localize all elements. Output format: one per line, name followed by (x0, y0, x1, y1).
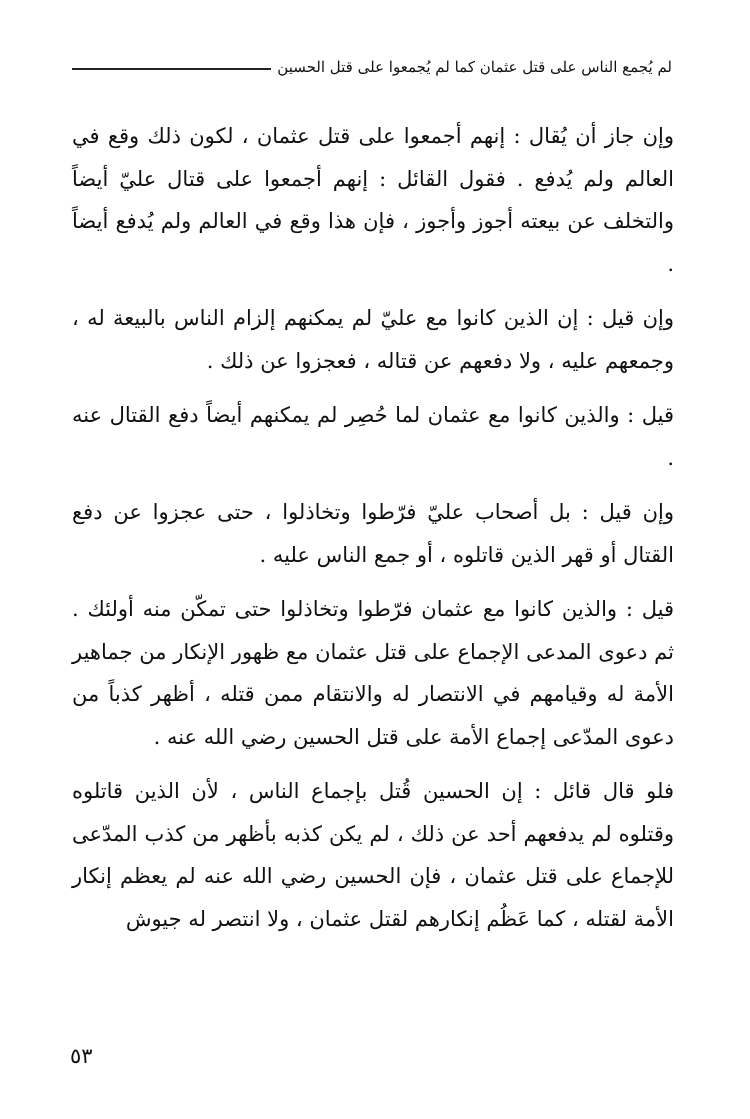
paragraph-2: وإن قيل : إن الذين كانوا مع عليّ لم يمكنهم إلزام الناس بالبيعة له ، وجمعهم عليه ، ولا دفعهم عن قتاله ، فعجزوا عن ذلك . (72, 306, 674, 373)
running-header (72, 56, 672, 78)
running-title: لم يُجمع الناس على قتل عثمان كما لم يُجمعوا على قتل الحسين (277, 58, 672, 76)
page-number: ٥٣ (70, 1044, 93, 1068)
paragraph-5: قيل : والذين كانوا مع عثمان فرّطوا وتخاذلوا حتى تمكّن منه أولئك . ثم دعوى المدعى الإجماع على قتل عثمان مع ظهور الإنكار من جماهير الأمة له وقيامهم في الانتصار له والانتقام ممن قتله ، أظهر كذباً من دعوى المدّعى إجماع الأمة على قتل الحسين رضي الله عنه . (72, 597, 674, 749)
header-rule (72, 68, 271, 70)
body-text (72, 115, 674, 952)
paragraph-1: وإن جاز أن يُقال : إنهم أجمعوا على قتل عثمان ، لكون ذلك وقع في العالم ولم يُدفع . فقول القائل : إنهم أجمعوا على قتال عليّ أيضاً والتخلف عن بيعته أجوز وأجوز ، فإن هذا وقع في العالم ولم يُدفع أيضاً . (72, 124, 674, 276)
paragraph-4: وإن قيل : بل أصحاب عليّ فرّطوا وتخاذلوا ، حتى عجزوا عن دفع القتال أو قهر الذين قاتلوه ، أو جمع الناس عليه . (72, 500, 674, 567)
paragraph-3: قيل : والذين كانوا مع عثمان لما حُصِر لم يمكنهم أيضاً دفع القتال عنه . (72, 403, 674, 470)
paragraph-6: فلو قال قائل : إن الحسين قُتل بإجماع الناس ، لأن الذين قاتلوه وقتلوه لم يدفعهم أحد عن ذلك ، لم يكن كذبه بأظهر من كذب المدّعى للإجماع على قتل عثمان ، فإن الحسين رضي الله عنه لم يعظم إنكار الأمة لقتله ، كما عَظُم إنكارهم لقتل عثمان ، ولا انتصر له جيوش (72, 779, 674, 931)
